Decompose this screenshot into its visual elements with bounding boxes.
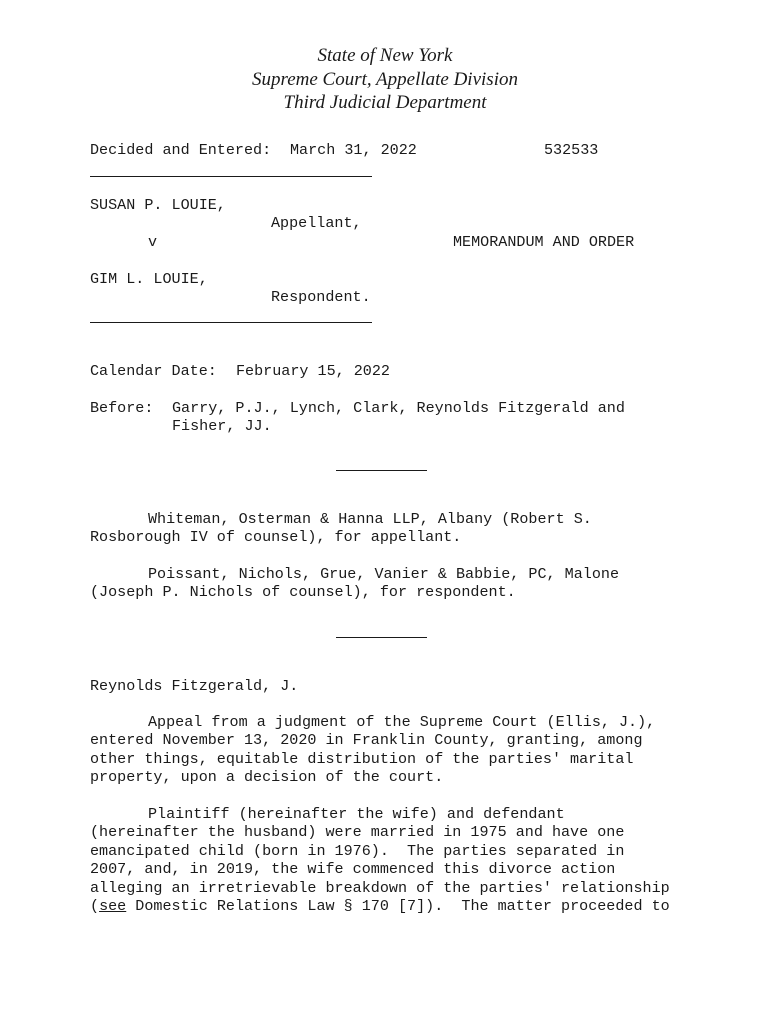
opinion-author: Reynolds Fitzgerald, J. [90, 677, 299, 695]
caption-top-rule [90, 176, 372, 177]
respondent-counsel-line-1: Poissant, Nichols, Grue, Vanier & Babbie, PC, Malone [148, 565, 620, 583]
paragraph-2-line: alleging an irretrievable breakdown of the parties' relationship [90, 879, 670, 897]
court-name: Supreme Court, Appellate Division [252, 68, 518, 90]
paragraph-2-line: emancipated child (born in 1976). The parties separated in [90, 842, 625, 860]
party2-role: Respondent. [271, 288, 371, 306]
citation-text: Domestic Relations Law § 170 [7]). The matter proceeded to [126, 897, 670, 915]
court-department: Third Judicial Department [283, 92, 487, 113]
section-divider-2 [336, 637, 427, 638]
party1-name: SUSAN P. LOUIE, [90, 196, 226, 214]
citation-signal: see [99, 897, 127, 915]
paragraph-2-line: (hereinafter the husband) were married in 1975 and have one [90, 823, 625, 841]
court-state: State of New York [317, 45, 453, 66]
paragraph-1-line: other things, equitable distribution of the parties' marital [90, 750, 634, 768]
document-type: MEMORANDUM AND ORDER [453, 233, 635, 251]
party1-role: Appellant, [271, 214, 362, 232]
paragraph-2-line: Plaintiff (hereinafter the wife) and defendant [148, 805, 565, 823]
decided-date: March 31, 2022 [290, 141, 417, 159]
decided-label: Decided and Entered: [90, 141, 272, 159]
paragraph-2-line: 2007, and, in 2019, the wife commenced this divorce action [90, 860, 616, 878]
paragraph-2-last-line [90, 897, 670, 915]
section-divider-1 [336, 470, 427, 471]
open-paren: ( [90, 897, 100, 915]
appellant-counsel-line-2: Rosborough IV of counsel), for appellant. [90, 528, 462, 546]
docket-number: 532533 [544, 141, 599, 159]
paragraph-1-line: entered November 13, 2020 in Franklin County, granting, among [90, 731, 643, 749]
paragraph-1-line: property, upon a decision of the court. [90, 768, 444, 786]
versus: v [148, 233, 158, 251]
appellant-counsel-line-1: Whiteman, Osterman & Hanna LLP, Albany (Robert S. [148, 510, 592, 528]
before-label: Before: [90, 399, 154, 417]
calendar-label: Calendar Date: [90, 362, 217, 380]
before-line-1: Garry, P.J., Lynch, Clark, Reynolds Fitzgerald and [172, 399, 625, 417]
paragraph-1-line: Appeal from a judgment of the Supreme Court (Ellis, J.), [148, 713, 656, 731]
court-header [0, 44, 770, 115]
respondent-counsel-line-2: (Joseph P. Nichols of counsel), for respondent. [90, 583, 516, 601]
caption-bottom-rule [90, 322, 372, 323]
party2-name: GIM L. LOUIE, [90, 270, 208, 288]
before-line-2: Fisher, JJ. [172, 417, 272, 435]
calendar-date: February 15, 2022 [236, 362, 390, 380]
